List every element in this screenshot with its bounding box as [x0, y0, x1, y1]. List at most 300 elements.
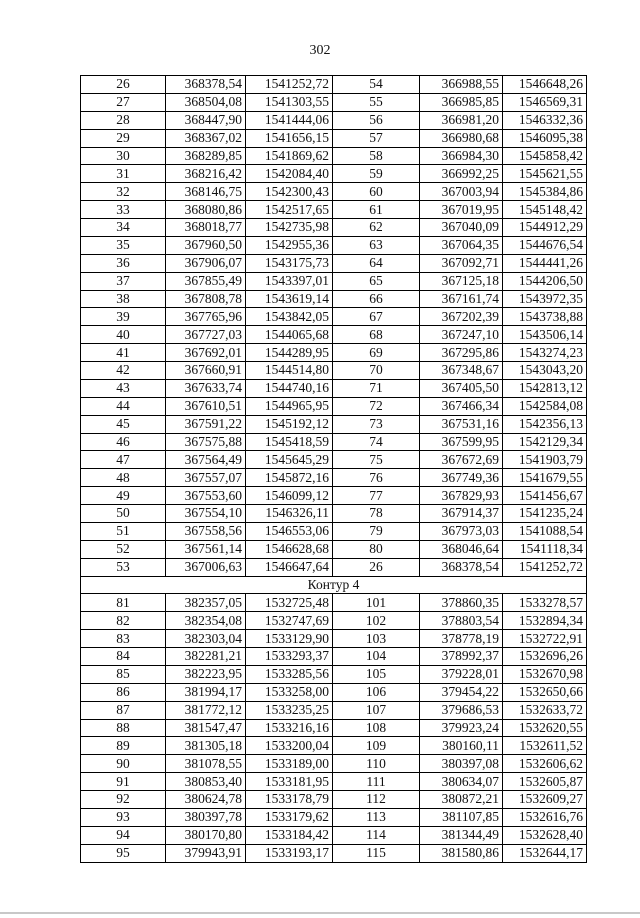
y-coordinate-cell: 1533200,04 [246, 737, 333, 755]
point-number-cell: 47 [81, 451, 166, 469]
x-coordinate-cell: 366981,20 [420, 111, 503, 129]
x-coordinate-cell: 380872,21 [420, 791, 503, 809]
x-coordinate-cell: 368447,90 [166, 111, 246, 129]
point-number-cell: 40 [81, 326, 166, 344]
x-coordinate-cell: 380624,78 [166, 791, 246, 809]
point-number-cell: 35 [81, 236, 166, 254]
x-coordinate-cell: 367247,10 [420, 326, 503, 344]
x-coordinate-cell: 380170,80 [166, 826, 246, 844]
y-coordinate-cell: 1545858,42 [503, 147, 587, 165]
y-coordinate-cell: 1532747,69 [246, 612, 333, 630]
point-number-cell: 57 [333, 129, 420, 147]
y-coordinate-cell: 1543397,01 [246, 272, 333, 290]
x-coordinate-cell: 367829,93 [420, 487, 503, 505]
point-number-cell: 88 [81, 719, 166, 737]
point-number-cell: 44 [81, 397, 166, 415]
x-coordinate-cell: 368367,02 [166, 129, 246, 147]
x-coordinate-cell: 367575,88 [166, 433, 246, 451]
y-coordinate-cell: 1541252,72 [246, 76, 333, 94]
point-number-cell: 61 [333, 201, 420, 219]
y-coordinate-cell: 1533181,95 [246, 773, 333, 791]
x-coordinate-cell: 367749,36 [420, 469, 503, 487]
point-number-cell: 43 [81, 379, 166, 397]
point-number-cell: 28 [81, 111, 166, 129]
x-coordinate-cell: 382354,08 [166, 612, 246, 630]
x-coordinate-cell: 380634,07 [420, 773, 503, 791]
point-number-cell: 59 [333, 165, 420, 183]
y-coordinate-cell: 1544065,68 [246, 326, 333, 344]
point-number-cell: 62 [333, 219, 420, 237]
y-coordinate-cell: 1542084,40 [246, 165, 333, 183]
point-number-cell: 29 [81, 129, 166, 147]
y-coordinate-cell: 1533178,79 [246, 791, 333, 809]
x-coordinate-cell: 382281,21 [166, 648, 246, 666]
y-coordinate-cell: 1543842,05 [246, 308, 333, 326]
x-coordinate-cell: 367855,49 [166, 272, 246, 290]
x-coordinate-cell: 381344,49 [420, 826, 503, 844]
table-row [81, 290, 587, 308]
point-number-cell: 110 [333, 755, 420, 773]
y-coordinate-cell: 1532620,55 [503, 719, 587, 737]
y-coordinate-cell: 1542356,13 [503, 415, 587, 433]
y-coordinate-cell: 1541088,54 [503, 522, 587, 540]
x-coordinate-cell: 368216,42 [166, 165, 246, 183]
y-coordinate-cell: 1544514,80 [246, 362, 333, 380]
y-coordinate-cell: 1541303,55 [246, 93, 333, 111]
point-number-cell: 76 [333, 469, 420, 487]
x-coordinate-cell: 379923,24 [420, 719, 503, 737]
point-number-cell: 113 [333, 808, 420, 826]
x-coordinate-cell: 368378,54 [166, 76, 246, 94]
point-number-cell: 72 [333, 397, 420, 415]
y-coordinate-cell: 1532650,66 [503, 683, 587, 701]
y-coordinate-cell: 1541869,62 [246, 147, 333, 165]
point-number-cell: 52 [81, 540, 166, 558]
x-coordinate-cell: 378803,54 [420, 612, 503, 630]
table-row [81, 326, 587, 344]
y-coordinate-cell: 1545384,86 [503, 183, 587, 201]
x-coordinate-cell: 381994,17 [166, 683, 246, 701]
y-coordinate-cell: 1545621,55 [503, 165, 587, 183]
point-number-cell: 89 [81, 737, 166, 755]
y-coordinate-cell: 1546095,38 [503, 129, 587, 147]
y-coordinate-cell: 1543738,88 [503, 308, 587, 326]
y-coordinate-cell: 1545872,16 [246, 469, 333, 487]
table-row [81, 129, 587, 147]
x-coordinate-cell: 366984,30 [420, 147, 503, 165]
table-row [81, 344, 587, 362]
y-coordinate-cell: 1546332,36 [503, 111, 587, 129]
y-coordinate-cell: 1533293,37 [246, 648, 333, 666]
y-coordinate-cell: 1543274,23 [503, 344, 587, 362]
y-coordinate-cell: 1533193,17 [246, 844, 333, 862]
x-coordinate-cell: 367672,69 [420, 451, 503, 469]
x-coordinate-cell: 379228,01 [420, 665, 503, 683]
y-coordinate-cell: 1542517,65 [246, 201, 333, 219]
table-row [81, 93, 587, 111]
table-row [81, 272, 587, 290]
table-row [81, 648, 587, 666]
x-coordinate-cell: 367558,56 [166, 522, 246, 540]
x-coordinate-cell: 380853,40 [166, 773, 246, 791]
page-number: 302 [309, 43, 331, 58]
point-number-cell: 109 [333, 737, 420, 755]
y-coordinate-cell: 1543175,73 [246, 254, 333, 272]
point-number-cell: 38 [81, 290, 166, 308]
x-coordinate-cell: 378778,19 [420, 630, 503, 648]
x-coordinate-cell: 367633,74 [166, 379, 246, 397]
y-coordinate-cell: 1541679,55 [503, 469, 587, 487]
point-number-cell: 108 [333, 719, 420, 737]
x-coordinate-cell: 366985,85 [420, 93, 503, 111]
y-coordinate-cell: 1541444,06 [246, 111, 333, 129]
y-coordinate-cell: 1532894,34 [503, 612, 587, 630]
table-row [81, 558, 587, 576]
x-coordinate-cell: 381107,85 [420, 808, 503, 826]
point-number-cell: 75 [333, 451, 420, 469]
y-coordinate-cell: 1532670,98 [503, 665, 587, 683]
y-coordinate-cell: 1541252,72 [503, 558, 587, 576]
point-number-cell: 83 [81, 630, 166, 648]
point-number-cell: 54 [333, 76, 420, 94]
table-row [81, 236, 587, 254]
point-number-cell: 56 [333, 111, 420, 129]
y-coordinate-cell: 1543506,14 [503, 326, 587, 344]
table-row [81, 76, 587, 94]
y-coordinate-cell: 1546647,64 [246, 558, 333, 576]
table-row [81, 183, 587, 201]
table-row [81, 844, 587, 862]
x-coordinate-cell: 367019,95 [420, 201, 503, 219]
y-coordinate-cell: 1543619,14 [246, 290, 333, 308]
y-coordinate-cell: 1542955,36 [246, 236, 333, 254]
x-coordinate-cell: 366988,55 [420, 76, 503, 94]
y-coordinate-cell: 1544965,95 [246, 397, 333, 415]
table-row [81, 808, 587, 826]
y-coordinate-cell: 1544676,54 [503, 236, 587, 254]
y-coordinate-cell: 1544740,16 [246, 379, 333, 397]
y-coordinate-cell: 1532628,40 [503, 826, 587, 844]
table-row [81, 147, 587, 165]
x-coordinate-cell: 368504,08 [166, 93, 246, 111]
table-row [81, 362, 587, 380]
x-coordinate-cell: 366992,25 [420, 165, 503, 183]
table-row [81, 415, 587, 433]
point-number-cell: 66 [333, 290, 420, 308]
x-coordinate-cell: 379943,91 [166, 844, 246, 862]
point-number-cell: 94 [81, 826, 166, 844]
y-coordinate-cell: 1533184,42 [246, 826, 333, 844]
y-coordinate-cell: 1544206,50 [503, 272, 587, 290]
point-number-cell: 115 [333, 844, 420, 862]
x-coordinate-cell: 367161,74 [420, 290, 503, 308]
x-coordinate-cell: 381772,12 [166, 701, 246, 719]
point-number-cell: 80 [333, 540, 420, 558]
table-row [81, 254, 587, 272]
x-coordinate-cell: 367092,71 [420, 254, 503, 272]
x-coordinate-cell: 380160,11 [420, 737, 503, 755]
point-number-cell: 58 [333, 147, 420, 165]
y-coordinate-cell: 1544289,95 [246, 344, 333, 362]
x-coordinate-cell: 367006,63 [166, 558, 246, 576]
point-number-cell: 69 [333, 344, 420, 362]
point-number-cell: 51 [81, 522, 166, 540]
point-number-cell: 106 [333, 683, 420, 701]
x-coordinate-cell: 367727,03 [166, 326, 246, 344]
y-coordinate-cell: 1545645,29 [246, 451, 333, 469]
table-row [81, 433, 587, 451]
coordinates-table-body [81, 76, 587, 863]
point-number-cell: 87 [81, 701, 166, 719]
point-number-cell: 30 [81, 147, 166, 165]
table-row [81, 111, 587, 129]
table-row [81, 469, 587, 487]
x-coordinate-cell: 368080,86 [166, 201, 246, 219]
table-row [81, 683, 587, 701]
table-row [81, 201, 587, 219]
y-coordinate-cell: 1533235,25 [246, 701, 333, 719]
x-coordinate-cell: 367557,07 [166, 469, 246, 487]
table-row [81, 630, 587, 648]
y-coordinate-cell: 1532609,27 [503, 791, 587, 809]
point-number-cell: 41 [81, 344, 166, 362]
x-coordinate-cell: 367125,18 [420, 272, 503, 290]
bottom-edge-rule [0, 912, 640, 914]
y-coordinate-cell: 1543043,20 [503, 362, 587, 380]
y-coordinate-cell: 1532606,62 [503, 755, 587, 773]
y-coordinate-cell: 1546648,26 [503, 76, 587, 94]
x-coordinate-cell: 380397,78 [166, 808, 246, 826]
point-number-cell: 93 [81, 808, 166, 826]
x-coordinate-cell: 382357,05 [166, 594, 246, 612]
point-number-cell: 77 [333, 487, 420, 505]
y-coordinate-cell: 1544912,29 [503, 219, 587, 237]
y-coordinate-cell: 1532722,91 [503, 630, 587, 648]
table-row [81, 308, 587, 326]
x-coordinate-cell: 368378,54 [420, 558, 503, 576]
y-coordinate-cell: 1541903,79 [503, 451, 587, 469]
point-number-cell: 95 [81, 844, 166, 862]
section-row [81, 576, 587, 594]
section-label: Контур 4 [81, 576, 587, 594]
x-coordinate-cell: 367466,34 [420, 397, 503, 415]
point-number-cell: 68 [333, 326, 420, 344]
table-row [81, 379, 587, 397]
point-number-cell: 64 [333, 254, 420, 272]
x-coordinate-cell: 367765,96 [166, 308, 246, 326]
x-coordinate-cell: 367960,50 [166, 236, 246, 254]
y-coordinate-cell: 1542129,34 [503, 433, 587, 451]
point-number-cell: 74 [333, 433, 420, 451]
point-number-cell: 105 [333, 665, 420, 683]
point-number-cell: 49 [81, 487, 166, 505]
point-number-cell: 112 [333, 791, 420, 809]
x-coordinate-cell: 367003,94 [420, 183, 503, 201]
x-coordinate-cell: 367553,60 [166, 487, 246, 505]
y-coordinate-cell: 1532611,52 [503, 737, 587, 755]
point-number-cell: 84 [81, 648, 166, 666]
x-coordinate-cell: 367610,51 [166, 397, 246, 415]
y-coordinate-cell: 1541235,24 [503, 505, 587, 523]
x-coordinate-cell: 367692,01 [166, 344, 246, 362]
point-number-cell: 78 [333, 505, 420, 523]
point-number-cell: 81 [81, 594, 166, 612]
y-coordinate-cell: 1546628,68 [246, 540, 333, 558]
point-number-cell: 39 [81, 308, 166, 326]
y-coordinate-cell: 1542300,43 [246, 183, 333, 201]
table-row [81, 487, 587, 505]
point-number-cell: 104 [333, 648, 420, 666]
point-number-cell: 114 [333, 826, 420, 844]
point-number-cell: 86 [81, 683, 166, 701]
y-coordinate-cell: 1532616,76 [503, 808, 587, 826]
y-coordinate-cell: 1542813,12 [503, 379, 587, 397]
y-coordinate-cell: 1541118,34 [503, 540, 587, 558]
y-coordinate-cell: 1533189,00 [246, 755, 333, 773]
x-coordinate-cell: 367808,78 [166, 290, 246, 308]
point-number-cell: 73 [333, 415, 420, 433]
point-number-cell: 71 [333, 379, 420, 397]
point-number-cell: 26 [81, 76, 166, 94]
x-coordinate-cell: 382223,95 [166, 665, 246, 683]
y-coordinate-cell: 1532725,48 [246, 594, 333, 612]
y-coordinate-cell: 1533278,57 [503, 594, 587, 612]
x-coordinate-cell: 367554,10 [166, 505, 246, 523]
table-row [81, 755, 587, 773]
table-row [81, 665, 587, 683]
y-coordinate-cell: 1541456,67 [503, 487, 587, 505]
y-coordinate-cell: 1546099,12 [246, 487, 333, 505]
point-number-cell: 101 [333, 594, 420, 612]
x-coordinate-cell: 367599,95 [420, 433, 503, 451]
x-coordinate-cell: 367660,91 [166, 362, 246, 380]
y-coordinate-cell: 1533129,90 [246, 630, 333, 648]
x-coordinate-cell: 368046,64 [420, 540, 503, 558]
table-row [81, 522, 587, 540]
table-row [81, 701, 587, 719]
table-row [81, 791, 587, 809]
point-number-cell: 103 [333, 630, 420, 648]
x-coordinate-cell: 380397,08 [420, 755, 503, 773]
point-number-cell: 31 [81, 165, 166, 183]
point-number-cell: 60 [333, 183, 420, 201]
x-coordinate-cell: 367202,39 [420, 308, 503, 326]
x-coordinate-cell: 367405,50 [420, 379, 503, 397]
x-coordinate-cell: 367040,09 [420, 219, 503, 237]
y-coordinate-cell: 1532696,26 [503, 648, 587, 666]
table-row [81, 826, 587, 844]
point-number-cell: 48 [81, 469, 166, 487]
y-coordinate-cell: 1533216,16 [246, 719, 333, 737]
y-coordinate-cell: 1546553,06 [246, 522, 333, 540]
point-number-cell: 111 [333, 773, 420, 791]
table-row [81, 165, 587, 183]
point-number-cell: 26 [333, 558, 420, 576]
x-coordinate-cell: 368289,85 [166, 147, 246, 165]
point-number-cell: 36 [81, 254, 166, 272]
point-number-cell: 27 [81, 93, 166, 111]
x-coordinate-cell: 367591,22 [166, 415, 246, 433]
y-coordinate-cell: 1543972,35 [503, 290, 587, 308]
y-coordinate-cell: 1533258,00 [246, 683, 333, 701]
point-number-cell: 53 [81, 558, 166, 576]
x-coordinate-cell: 367906,07 [166, 254, 246, 272]
x-coordinate-cell: 378860,35 [420, 594, 503, 612]
table-row [81, 451, 587, 469]
y-coordinate-cell: 1545418,59 [246, 433, 333, 451]
x-coordinate-cell: 367295,86 [420, 344, 503, 362]
y-coordinate-cell: 1546326,11 [246, 505, 333, 523]
y-coordinate-cell: 1542735,98 [246, 219, 333, 237]
y-coordinate-cell: 1545148,42 [503, 201, 587, 219]
point-number-cell: 32 [81, 183, 166, 201]
point-number-cell: 33 [81, 201, 166, 219]
table-row [81, 719, 587, 737]
point-number-cell: 102 [333, 612, 420, 630]
x-coordinate-cell: 366980,68 [420, 129, 503, 147]
point-number-cell: 37 [81, 272, 166, 290]
x-coordinate-cell: 381305,18 [166, 737, 246, 755]
point-number-cell: 55 [333, 93, 420, 111]
x-coordinate-cell: 382303,04 [166, 630, 246, 648]
y-coordinate-cell: 1533179,62 [246, 808, 333, 826]
table-row [81, 397, 587, 415]
x-coordinate-cell: 367973,03 [420, 522, 503, 540]
x-coordinate-cell: 368018,77 [166, 219, 246, 237]
y-coordinate-cell: 1545192,12 [246, 415, 333, 433]
y-coordinate-cell: 1533285,56 [246, 665, 333, 683]
x-coordinate-cell: 381547,47 [166, 719, 246, 737]
coordinates-table [80, 75, 587, 863]
point-number-cell: 67 [333, 308, 420, 326]
point-number-cell: 82 [81, 612, 166, 630]
point-number-cell: 45 [81, 415, 166, 433]
x-coordinate-cell: 367561,14 [166, 540, 246, 558]
point-number-cell: 79 [333, 522, 420, 540]
point-number-cell: 107 [333, 701, 420, 719]
table-row [81, 612, 587, 630]
x-coordinate-cell: 379454,22 [420, 683, 503, 701]
y-coordinate-cell: 1532633,72 [503, 701, 587, 719]
x-coordinate-cell: 367914,37 [420, 505, 503, 523]
y-coordinate-cell: 1546569,31 [503, 93, 587, 111]
y-coordinate-cell: 1544441,26 [503, 254, 587, 272]
y-coordinate-cell: 1542584,08 [503, 397, 587, 415]
y-coordinate-cell: 1532605,87 [503, 773, 587, 791]
table-row [81, 505, 587, 523]
x-coordinate-cell: 368146,75 [166, 183, 246, 201]
point-number-cell: 91 [81, 773, 166, 791]
x-coordinate-cell: 381078,55 [166, 755, 246, 773]
x-coordinate-cell: 381580,86 [420, 844, 503, 862]
point-number-cell: 90 [81, 755, 166, 773]
x-coordinate-cell: 367531,16 [420, 415, 503, 433]
x-coordinate-cell: 367564,49 [166, 451, 246, 469]
point-number-cell: 92 [81, 791, 166, 809]
table-row [81, 594, 587, 612]
point-number-cell: 63 [333, 236, 420, 254]
x-coordinate-cell: 379686,53 [420, 701, 503, 719]
table-row [81, 540, 587, 558]
point-number-cell: 46 [81, 433, 166, 451]
point-number-cell: 34 [81, 219, 166, 237]
point-number-cell: 42 [81, 362, 166, 380]
point-number-cell: 50 [81, 505, 166, 523]
y-coordinate-cell: 1541656,15 [246, 129, 333, 147]
table-row [81, 737, 587, 755]
x-coordinate-cell: 367348,67 [420, 362, 503, 380]
y-coordinate-cell: 1532644,17 [503, 844, 587, 862]
